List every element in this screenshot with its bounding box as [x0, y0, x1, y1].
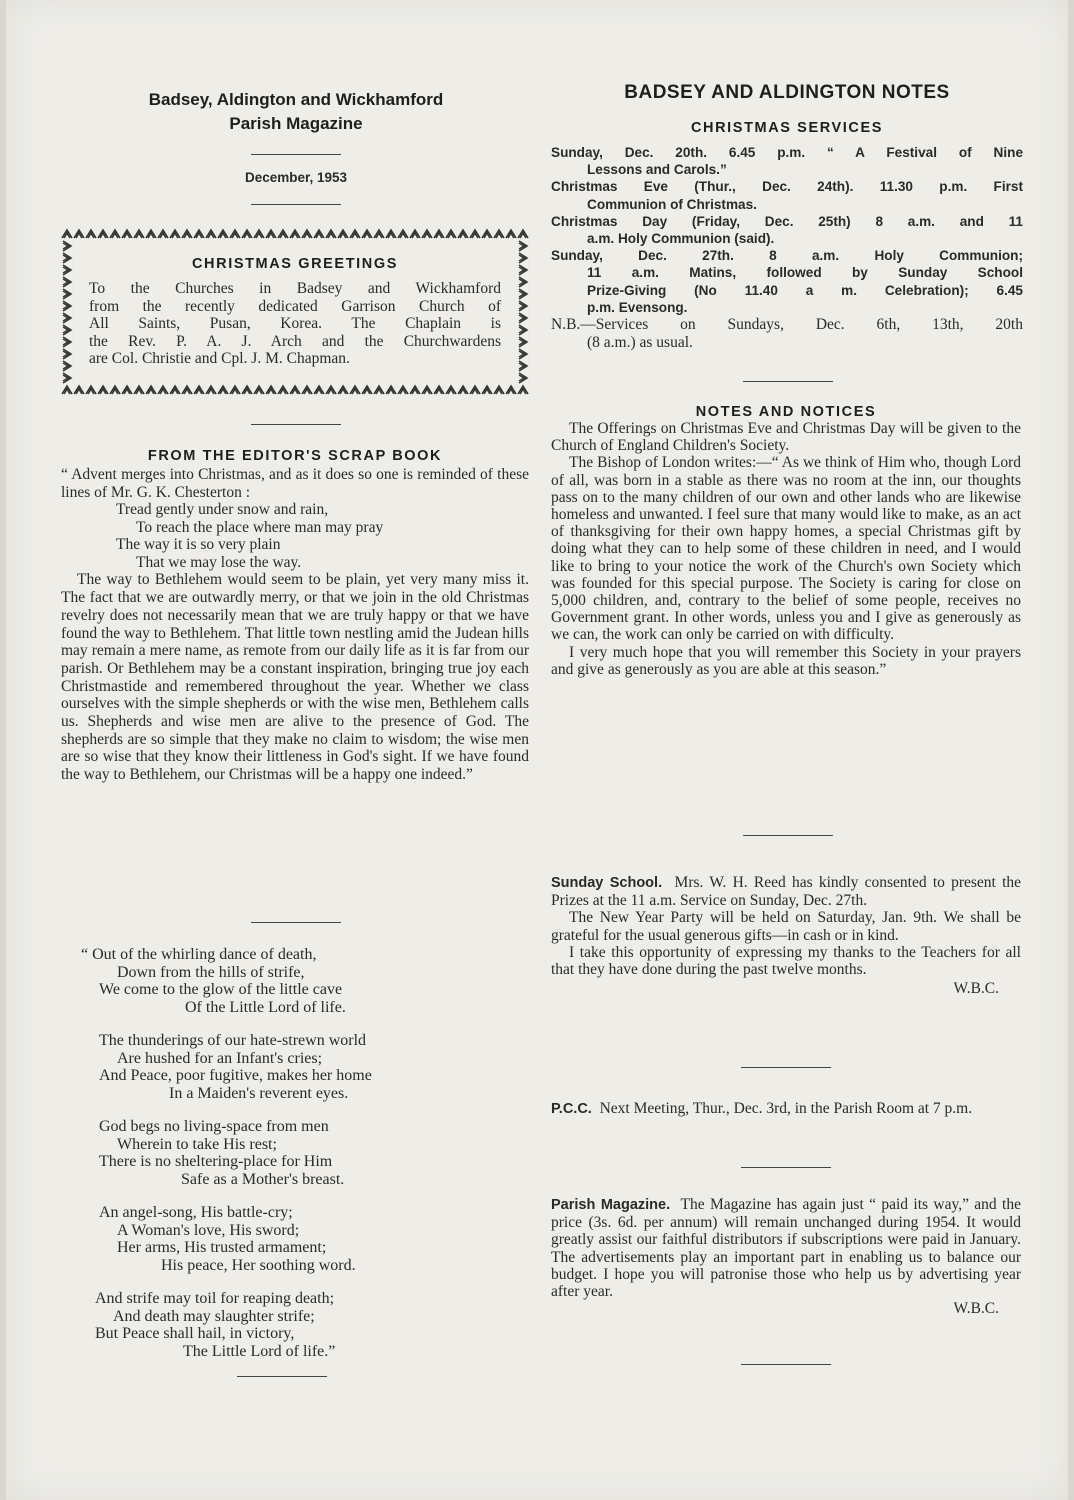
christmas-services — [551, 120, 1023, 351]
poem-line: Wherein to take His rest; — [117, 1135, 277, 1153]
service-line: Prize-Giving (No 11.40 a m. Celebration); 6.45 — [587, 282, 1023, 298]
service-line: Christmas Eve (Thur., Dec. 24th). 11.30 p.m. First — [551, 179, 1023, 195]
notice-paragraph: The Bishop of London writes:—“ As we think of Him who, though Lord of all, was born in a stable as there was no room at the inn, our thoughts pass on to the many children of our own and other lands who are likewise homeless and unwanted. I feel sure that many would like to make, as an act of thanksgiving for their own happy homes, a special Christmas gift by doing what they can to help some of these children in need, and I would like to bring to your notice the work of the Church's own Society which was founded for this special purpose. The Society is caring for close on 5,000 children, and, contrary to the belief of some people, receives no Government grant. In other words, unless you and I give as generously as we can, the work can only be carried on with difficulty. — [551, 454, 1021, 644]
service-entry — [551, 178, 1023, 212]
poem-line: There is no sheltering-place for Him — [99, 1153, 333, 1170]
parish-magazine-section — [551, 1196, 1021, 1318]
christmas-greetings-box — [61, 228, 529, 396]
parish-magazine-paragraph — [551, 1196, 1021, 1300]
greetings-line: from the recently dedicated Garrison Church of — [89, 297, 501, 315]
sunday-school-paragraph: I take this opportunity of expressing my thanks to the Teachers for all that they have done during the past twelve months. — [551, 943, 1021, 979]
poem-stanza — [81, 1290, 521, 1360]
services-note: N.B.—Services on Sundays, Dec. 6th, 13th, 20th — [551, 316, 1023, 334]
sunday-school-text: Mrs. W. H. Reed has kindly consented to present the Prizes at the 11 a.m. Service on Sunday, Dec. 27th. — [551, 874, 1022, 910]
greetings-line: are Col. Christie and Cpl. J. M. Chapman. — [89, 350, 350, 367]
pcc-label: P.C.C. — [551, 1101, 592, 1117]
notes-and-notices — [551, 404, 1021, 678]
service-entry — [551, 213, 1023, 247]
pcc-section — [551, 1100, 1021, 1118]
divider — [251, 154, 341, 155]
divider — [251, 424, 341, 425]
poem-line: The thunderings of our hate-strewn world — [99, 1032, 367, 1049]
greetings-line: the Rev. P. A. J. Arch and the Churchwardens — [89, 332, 501, 350]
parish-magazine-text: The Magazine has again just “ paid its way,” and the price (3s. 6d. per annum) will remain unchanged during 1954. It would greatly assist our faithful distributors if subscriptions were paid in January. The advertisements play an important part in enabling us to balance our budget. I hope you will patronise those who help us by advertising year after year. — [551, 1196, 1021, 1301]
service-line: Communion of Christmas. — [587, 196, 757, 212]
divider — [237, 1376, 327, 1377]
poem-stanza — [81, 946, 521, 1016]
poem-line: Of the Little Lord of life. — [185, 998, 346, 1016]
magazine-page — [6, 0, 1068, 1500]
magazine-title — [61, 88, 531, 136]
poem-line: And death may slaughter strife; — [113, 1307, 315, 1325]
sunday-school-label: Sunday School. — [551, 875, 663, 891]
divider — [251, 204, 341, 205]
divider — [743, 835, 833, 836]
magazine-title-line1: Badsey, Aldington and Wickhamford — [148, 90, 444, 109]
poem-line: The Little Lord of life.” — [183, 1342, 336, 1360]
service-line: a.m. Holy Communion (said). — [587, 231, 775, 247]
services-heading: CHRISTMAS SERVICES — [690, 120, 884, 136]
sunday-school-paragraph: The New Year Party will be held on Saturday, Jan. 9th. We shall be grateful for the usual generous gifts—in cash or in kind. — [551, 909, 1021, 944]
verse-line: The way it is so very plain — [116, 536, 281, 554]
scrapbook-heading: FROM THE EDITOR'S SCRAP BOOK — [147, 448, 443, 464]
poem-line: An angel-song, His battle-cry; — [99, 1204, 293, 1221]
poem-line: A Woman's love, His sword; — [117, 1221, 300, 1239]
service-entry — [551, 247, 1023, 316]
signature: W.B.C. — [953, 980, 999, 998]
issue-date: December, 1953 — [244, 170, 348, 185]
scrapbook-body: The way to Bethlehem would seem to be plain, yet very many miss it. The fact that we are outwardly merry, or that we join in the old Christmas revelry does not necessarily mean that we are truly happy or that we have found the way to Bethlehem. That little town nestling amid the Judean hills may remain a mere name, as remote from our daily life as it is far from our parish. Or Bethlehem may be a constant inspiration, bringing true joy each Christmastide and remembered throughout the year. Whether we class ourselves with the simple shepherds or with the wise men, Bethlehem calls us. Shepherds and wise men are alive to the presence of God. The shepherds are so simple that they make no claim to wisdom; the wise men are so wise that they know their littleness in God's sight. If we have found the way to Bethlehem, our Christmas will be a happy one indeed.” — [61, 571, 529, 784]
notices-heading: NOTES AND NOTICES — [695, 404, 877, 420]
poem-line: Safe as a Mother's breast. — [181, 1170, 345, 1188]
poem-line: In a Maiden's reverent eyes. — [169, 1084, 349, 1102]
christmas-poem — [81, 946, 521, 1376]
signature: W.B.C. — [953, 1300, 999, 1318]
greetings-content — [89, 256, 501, 368]
service-line: Sunday, Dec. 27th. 8 a.m. Holy Communion; — [551, 248, 1023, 264]
poem-line: We come to the glow of the little cave — [99, 981, 343, 998]
divider — [741, 1067, 831, 1068]
service-line: Christmas Day (Friday, Dec. 25th) 8 a.m. and 11 — [551, 213, 1023, 229]
poem-line: But Peace shall hail, in victory, — [95, 1325, 295, 1342]
service-line: Sunday, Dec. 20th. 6.45 p.m. “ A Festival of Nine — [551, 145, 1023, 160]
service-line: 11 a.m. Matins, followed by Sunday School — [587, 265, 1023, 281]
verse-line: To reach the place where man may pray — [136, 518, 384, 536]
parish-magazine-label: Parish Magazine. — [551, 1197, 671, 1213]
poem-line: “ Out of the whirling dance of death, — [81, 946, 317, 963]
pcc-text: Next Meeting, Thur., Dec. 3rd, in the Parish Room at 7 p.m. — [599, 1100, 973, 1117]
poem-line: His peace, Her soothing word. — [161, 1256, 356, 1274]
poem-stanza — [81, 1118, 521, 1188]
notice-paragraph: The Offerings on Christmas Eve and Christmas Day will be given to the Church of England Children's Society. — [551, 420, 1021, 455]
notes-title: BADSEY AND ALDINGTON NOTES — [624, 82, 950, 103]
poem-stanza — [81, 1204, 521, 1274]
poem-line: Are hushed for an Infant's cries; — [117, 1049, 323, 1067]
scrapbook-intro: “ Advent merges into Christmas, and as it does so one is reminded of these lines of Mr. G. K. Chesterton : — [61, 466, 529, 501]
pcc-paragraph — [551, 1100, 1021, 1118]
service-line: p.m. Evensong. — [587, 299, 688, 315]
service-entry — [551, 144, 1023, 178]
notice-paragraph: I very much hope that you will remember this Society in your prayers and give as generously as you are able at this season.” — [551, 643, 1021, 678]
magazine-title-line2: Parish Magazine — [229, 114, 363, 133]
greetings-line: All Saints, Pusan, Korea. The Chaplain is — [89, 315, 501, 332]
greetings-line: To the Churches in Badsey and Wickhamford — [89, 280, 501, 297]
greetings-heading: CHRISTMAS GREETINGS — [191, 256, 399, 272]
verse-line: That we may lose the way. — [136, 553, 302, 571]
divider — [743, 381, 833, 382]
poem-line: And Peace, poor fugitive, makes her home — [99, 1067, 372, 1084]
poem-line: God begs no living-space from men — [99, 1118, 329, 1135]
divider — [251, 922, 341, 923]
sunday-school-section — [551, 874, 1021, 998]
poem-line: And strife may toil for reaping death; — [95, 1290, 335, 1307]
poem-line: Her arms, His trusted armament; — [117, 1239, 327, 1256]
poem-stanza — [81, 1032, 521, 1102]
divider — [741, 1167, 831, 1168]
service-line: Lessons and Carols.” — [587, 162, 727, 178]
sunday-school-paragraph — [551, 874, 1021, 909]
editors-scrap-book — [61, 448, 529, 784]
verse-line: Tread gently under snow and rain, — [116, 501, 329, 519]
services-note: (8 a.m.) as usual. — [587, 333, 693, 351]
poem-line: Down from the hills of strife, — [117, 963, 305, 981]
divider — [741, 1364, 831, 1365]
